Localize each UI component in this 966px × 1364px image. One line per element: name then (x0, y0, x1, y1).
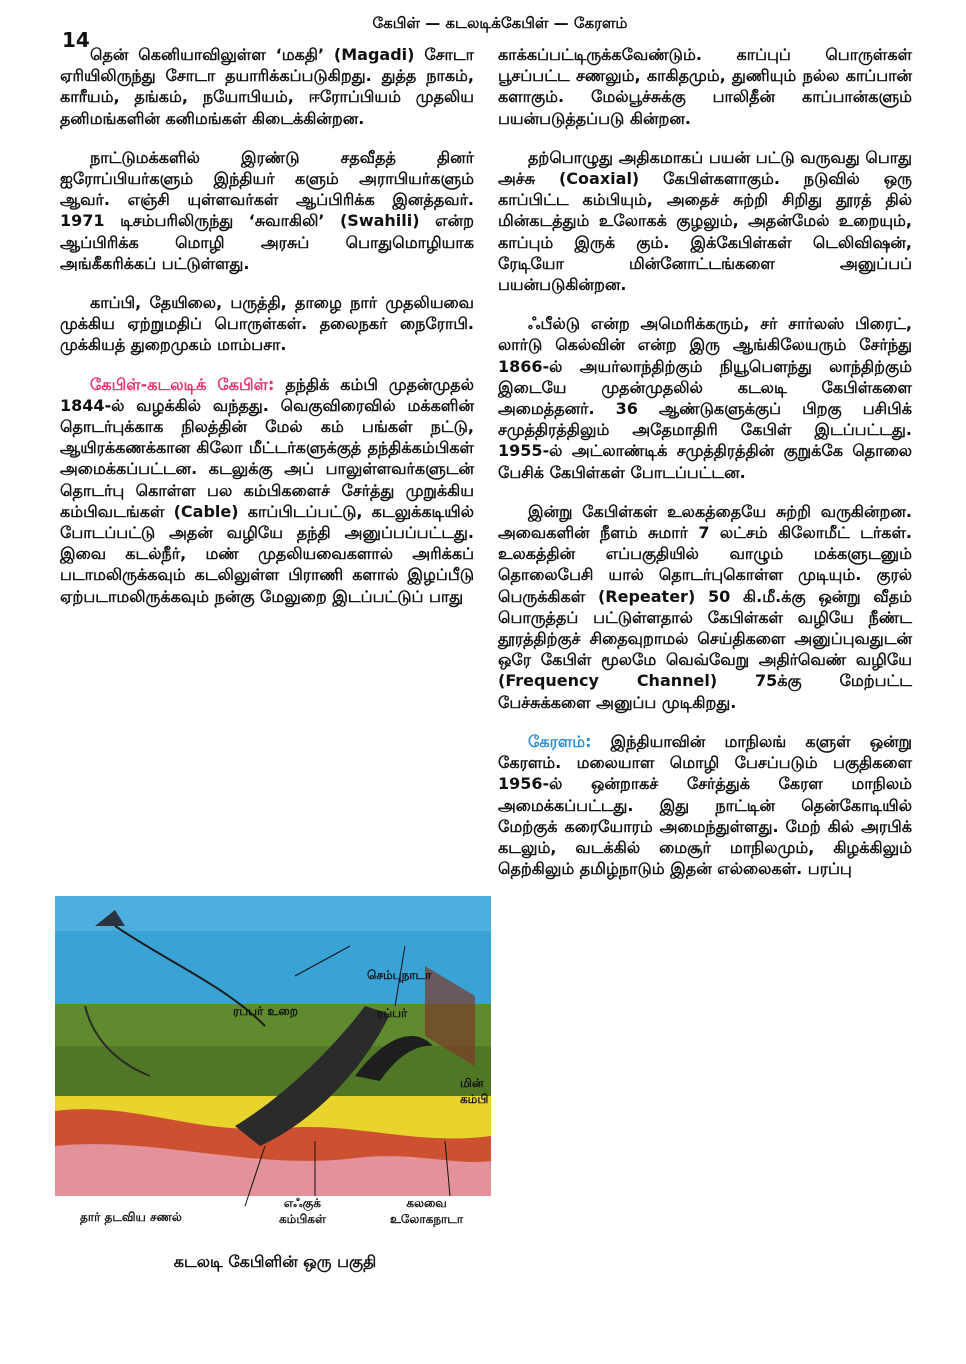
paragraph-cable (60, 374, 474, 607)
running-head: கேபிள் — கடலடிக்கேபிள் — கேரளம் (372, 14, 628, 32)
page-number: 14 (62, 28, 90, 52)
paragraph-kenya-minerals: தென் கெனியாவிலுள்ள ‘மகதி’ (Magadi) சோடா ஏரியிலிருந்து சோடா தயாரிக்கப்படுகிறது. துத்த நாகம், காரீயம், தங்கம், நயோபியம், ஈரோப்பியம் முதலிய தனிமங்களின் கனிமங்கள் கிடைக்கின்றன. (60, 45, 474, 128)
paragraph-kerala (498, 731, 912, 879)
label-power-wire-line2: கம்பி (460, 1092, 489, 1106)
figure-caption: கடலடி கேபிளின் ஒரு பகுதி (173, 1252, 377, 1271)
left-column (60, 44, 474, 625)
label-steel-wires (279, 1196, 326, 1228)
label-tarred-jute: தார் தடவிய சணல் (80, 1210, 182, 1224)
seabed-shadow (55, 1046, 491, 1096)
undersea-cable-illustration (55, 896, 491, 1224)
label-steel-wires-line1: எஃகுக் (283, 1196, 321, 1210)
paragraph-cable-history: ஃபீல்டு என்ற அமெரிக்கரும், சர் சார்லஸ் பிரைட், லார்டு கெல்வின் என்ற இரு ஆங்கிலேயரும் சேர்ந்து 1866-ல் அயர்லாந்திற்கும் நியூபௌந்து லாந்திற்கும் இடையே முதன்முதலில் கடலடி கேபிள்களை அமைத்தனர். 36 ஆண்டுகளுக்குப் பிறகு பசிபிக் சமுத்திரத்திலும் அதேமாதிரி கேபிள் இடப்பட்டது. 1955-ல் அட்லாண்டிக் சமுத்திரத்தின் குறுக்கே தொலை பேசிக் கேபிள்கள் போடப்பட்டன. (498, 314, 912, 482)
label-alloy-tape-line1: கலவை (406, 1196, 447, 1210)
paragraph-kenya-population: நாட்டுமக்களில் இரண்டு சதவீதத் தினர் ஐரோப்பியர்களும் இந்தியர் களும் அராபியர்களும் ஆவர். எஞ்சி யுள்ளவர்கள் ஆப்பிரிக்க இனத்தவர். 1971 டிசம்பரிலிருந்து ‘சுவாகிலி’ (Swahili) என்ற ஆப்பிரிக்க மொழி அரசுப் பொதுமொழியாக அங்கீகரிக்கப் பட்டுள்ளது. (60, 147, 474, 273)
paragraph-coaxial: தற்பொழுது அதிகமாகப் பயன் பட்டு வருவது பொது அச்சு (Coaxial) கேபிள்களாகும். நடுவில் ஒரு காப்பிட்ட கம்பியும், அதைச் சுற்றி சிறிது தூரத் தில் மின்கடத்தும் உலோகக் குழலும், அதன்மேல் உறையும், காப்பும் இருக் கும். இக்கேபிள்கள் டெலிவிஷன், ரேடியோ மின்னோட்டங்களை அனுப்பப் பயன்படுகின்றன. (498, 147, 912, 295)
label-steel-wires-line2: கம்பிகள் (279, 1212, 326, 1226)
label-alloy-tape (390, 1196, 463, 1228)
heading-cable: கேபிள்-கடலடிக் கேபிள்: (90, 374, 275, 394)
label-power-wire-line1: மின் (460, 1076, 484, 1090)
paragraph-cable-insulation: காக்கப்பட்டிருக்கவேண்டும். காப்புப் பொருள்கள் பூசப்பட்ட சணலும், காகிதமும், துணியும் நல்ல காப்பான் களாகும். மேல்பூச்சுக்கு பாலிதீன் காப்பான்களும் பயன்படுத்தப்படு கின்றன. (498, 45, 912, 128)
paragraph-cable-body: தந்திக் கம்பி முதன்முதல் 1844-ல் வழக்கில் வந்தது. வெகுவிரைவில் மக்களின் தொடர்புக்காக நிலத்தின் மேல் கம் பங்கள் நட்டு, ஆயிரக்கணக்கான கிலோ மீட்டர்களுக்குத் தந்திக்கம்பிகள் அமைக்கப்பட்டன. கடலுக்கு அப் பாலுள்ளவர்களுடன் தொடர்பு கொள்ள பல கம்பிகளைச் சேர்த்து முறுக்கிய கம்பிவடங்கள் (Cable) காப்பிடப்பட்டு, கடலுக்கடியில் போடப்பட்டு அதன் வழியே தந்தி அனுப்பப்பட்டது. இவை கடல்நீர், மண் முதலியவைகளால் அரிக்கப் படாமலிருக்கவும் கடலிலுள்ள பிராணி களால் இழப்பீடு ஏற்படாமலிருக்கவும் நன்கு மேலுறை இடப்பட்டுப் பாது (60, 374, 475, 606)
label-alloy-tape-line2: உலோகநாடா (390, 1212, 464, 1226)
paragraph-kerala-body: இந்தியாவின் மாநிலங் களுள் ஒன்று கேரளம். மலையாள மொழி பேசப்படும் பகுதிகளை 1956-ல் ஒன்றாகச் சேர்த்துக் கேரள மாநிலம் அமைக்கப்பட்டது. இது நாட்டின் தென்கோடியில் மேற்குக் கரையோரம் அமைந்துள்ளது. மேற் கில் அரபிக் கடலும், வடக்கில் மைசூர் மாநிலமும், கிழக்கிலும் தெற்கிலும் தமிழ்நாடும் இதன் எல்லைகள். பரப்பு (498, 731, 912, 879)
heading-kerala: கேரளம்: (528, 731, 592, 751)
label-rubber: ரப்பர் (377, 1006, 408, 1020)
paragraph-kenya-exports: காப்பி, தேயிலை, பருத்தி, தாழை நார் முதலியவை முக்கிய ஏற்றுமதிப் பொருள்கள். தலைநகர் நைரோபி. முக்கியத் துறைமுகம் மாம்பசா. (60, 293, 474, 355)
label-power-wire (460, 1076, 488, 1108)
paragraph-cable-today: இன்று கேபிள்கள் உலகத்தையே சுற்றி வருகின்றன. அவைகளின் நீளம் சுமார் 7 லட்சம் கிலோமீட் டர்கள். உலகத்தின் எப்பகுதியில் வாழும் மக்களுடனும் தொலைபேசி யால் தொடர்புகொள்ள முடியும். குரல் பெருக்கிகள் (Repeater) 50 கி.மீ.க்கு ஒன்று வீதம் பொருத்தப் பட்டுள்ளதால் கேபிள்கள் வழியே நீண்ட தூரத்திற்குச் சிதைவுறாமல் செய்திகளை அனுப்புவதுடன் ஒரே கேபிள் மூலமே வெவ்வேறு அதிர்வெண் வழியே (Frequency Channel) 75க்கு மேற்பட்ட பேச்சுக்களை அனுப்ப முடிகிறது. (498, 501, 912, 712)
label-copper-tape: செம்புநாடா (367, 968, 432, 982)
cable-diagram (55, 896, 491, 1224)
label-rubber-sheath: ரப்பர் உறை (233, 1004, 298, 1018)
right-column (498, 44, 912, 897)
